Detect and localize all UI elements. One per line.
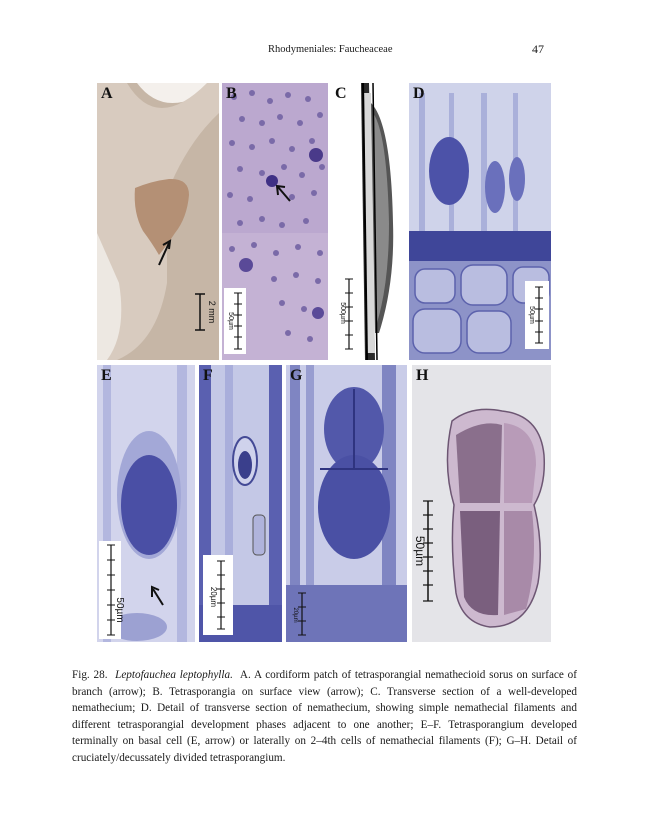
figure-caption [72, 667, 577, 766]
plate-c-label: C [335, 85, 347, 102]
plate-e-image [97, 365, 195, 642]
plate-e-scale: 50µm [114, 597, 125, 623]
running-head: Rhodymeniales: Faucheaceae [268, 44, 393, 55]
plate-f-label: F [203, 367, 213, 384]
plate-h-scale: 50µm [413, 535, 427, 567]
plate-a-scale: 2 mm [207, 300, 217, 324]
plate-b [222, 83, 328, 360]
plate-f-image [199, 365, 282, 642]
plate-g-scale: 20µm [292, 607, 298, 623]
caption-fig-label: Fig. 28. [72, 669, 108, 681]
plate-a [97, 83, 219, 360]
plate-h-image [412, 365, 551, 642]
plate-b-label: B [226, 85, 237, 102]
plate-b-scale: 50µm [227, 312, 234, 330]
plate-g [286, 365, 407, 642]
caption-text: A. A cordiform patch of tetrasporangial nemathecioid sorus on surface of branch (arrow); B. Tetrasporangia on surface view (arrow); C. Transverse section of a well-developed nemathecium; D. Detail of transverse section of nemathecium, showing simple nemathecial filaments and different tetrasporangial development phases adjacent to one another; E–F. Tetrasporangium developed terminally on basal cell (E, arrow) or laterally on 2–4th cells of nemathecial filaments (F); G–H. Detail of cruciately/decussately divided tetrasporangium. [72, 669, 577, 764]
plate-g-label: G [290, 367, 303, 384]
plate-d-label: D [413, 85, 425, 102]
page-number: 47 [532, 42, 544, 56]
plate-a-label: A [101, 85, 113, 102]
plate-d-image [409, 83, 551, 360]
plate-d [409, 83, 551, 360]
plate-g-image [286, 365, 407, 642]
plate-f-scale: 20µm [209, 586, 218, 608]
plate-c-scale: 500µm [339, 302, 346, 324]
plate-h [412, 365, 551, 642]
caption-species: Leptofauchea leptophylla. [115, 669, 233, 681]
plate-c-image [331, 83, 405, 360]
plate-h-label: H [416, 367, 429, 384]
plate-b-image [222, 83, 328, 360]
plate-c [331, 83, 405, 360]
plate-e-label: E [101, 367, 112, 384]
plate-d-scale: 50µm [528, 306, 535, 324]
plate-a-image [97, 83, 219, 360]
plate-f [199, 365, 282, 642]
plate-e [97, 365, 195, 642]
